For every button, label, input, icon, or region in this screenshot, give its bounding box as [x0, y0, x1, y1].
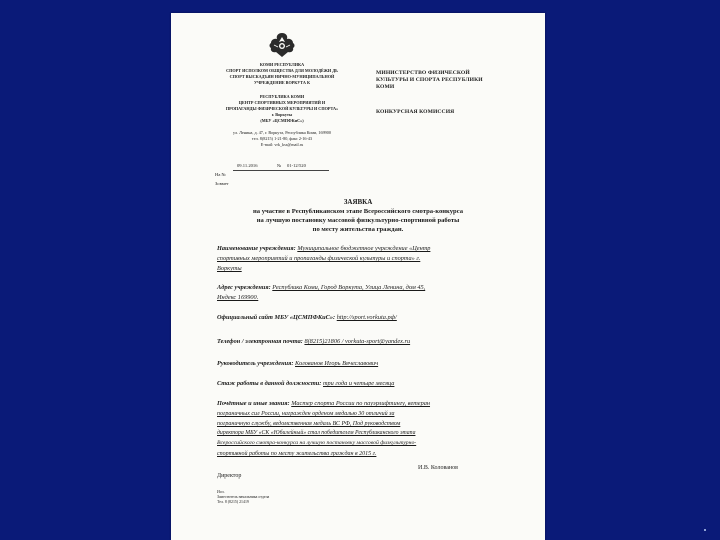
field-website [217, 315, 397, 321]
field-value-line: спортивной работы по месту жительства граждан в 2015 г. [217, 451, 377, 457]
date-underline [233, 170, 329, 171]
signature-role: Директор [217, 473, 242, 479]
recipient-line: МИНИСТЕРСТВО ФИЗИЧЕСКОЙ [376, 70, 470, 76]
field-value-line: пограничную службу, ведомственная медаль ВС РФ, Под руководством [217, 421, 401, 427]
field-institution [217, 246, 430, 252]
field-address [217, 285, 425, 291]
left-subheader-line: РЕСПУБЛИКА КОМИ [259, 94, 305, 99]
left-subheader-line: ПРОПАГАНДЫ ФИЗИЧЕСКОЙ КУЛЬТУРЫ И СПОРТА» [225, 106, 339, 111]
left-subheader-line: ЦЕНТР СПОРТИВНЫХ МЕРОПРИЯТИЙ И [238, 100, 326, 105]
recipient-line: КУЛЬТУРЫ И СПОРТА РЕСПУБЛИКИ [376, 77, 483, 83]
field-label: Почётные и иные звания: [217, 400, 290, 407]
field-value: три года и четыре месяца [322, 380, 395, 387]
left-header-line: СПОРТ ВЫСКАДЪЯН НИЧНО-МУНИЦИПАЛЬНОЙ [229, 74, 335, 79]
commission-name: КОНКУРСНАЯ КОМИССИЯ [376, 109, 455, 115]
field-label: Адрес учреждения: [217, 284, 271, 291]
left-subheader-line: (МБУ «ЦСМПФКиС») [260, 118, 304, 123]
coat-of-arms-emblem [267, 31, 297, 59]
field-contacts [217, 339, 410, 345]
document-date: 09.11.2016 [237, 163, 258, 168]
footer-line: Тел. 8 (8215) 21419 [217, 500, 249, 504]
field-value: Мастер спорта России по пауэрлифтингу, ветеран [291, 400, 431, 407]
field-value: Муниципальное бюджетное учреждение «Центр [297, 245, 431, 252]
field-label: Стаж работы в данной должности: [217, 380, 322, 387]
document-page [171, 13, 545, 540]
left-subheader-line: г. Воркуты [271, 112, 293, 117]
field-value-line: Воркуты [217, 265, 242, 272]
reference-label: На № [215, 172, 226, 177]
document-title: ЗАЯВКА [343, 198, 373, 206]
field-value-line: Индекс 169900. [217, 294, 259, 301]
field-value: Республика Коми, Город Воркута, Улица Ленина, дом 45, [272, 284, 426, 291]
field-value-line: спортивных мероприятий и пропаганды физической культуры и спорта» г. [217, 255, 421, 262]
field-value: Колованов Игорь Вячеславович [295, 360, 379, 367]
footer-line: Заместитель начальника отдела [217, 495, 270, 499]
field-label: Руководитель учреждения: [217, 360, 294, 367]
title-line: на лучшую постановку массовой физкультурно-спортивной работы [256, 217, 460, 224]
reference-from-label: Зовмет [215, 181, 229, 186]
field-label: Наименование учреждения: [217, 245, 296, 252]
field-label: Телефон / электронная почта: [217, 338, 303, 345]
footer-line: Исп. [217, 490, 225, 494]
recipient-line: КОМИ [376, 84, 395, 90]
field-value-line: Всероссийского смотра-конкурса на лучшую постановку массовой физкультурно- [217, 440, 417, 446]
field-titles [217, 401, 430, 407]
left-header-line: СПОРТ ИСПОЛКОМ ОБЩЕСТВА ДЛЯ МОЛОДЁЖИ ДЬ [226, 68, 338, 73]
field-label: Официальный сайт МБУ «ЦСМПФКиС»: [217, 314, 336, 321]
field-value: http://sport.vorkuta.рф/ [336, 314, 397, 321]
field-value-line: директора МБУ «СК «Юбилейный» стал победителем Республиканского этапа [217, 430, 416, 436]
signature-name: И.В. Колованов [418, 465, 458, 471]
title-line: по месту жительства граждан. [312, 226, 404, 233]
address-line: ул. Ленина, д. 47, г. Воркута, Республика Коми, 169900 [233, 130, 331, 135]
address-line: тел. 8(8215) 1-21-80, факс 2-16-43 [251, 136, 313, 141]
left-header-line: КОМИ РЕСПУБЛИКА [259, 62, 305, 67]
field-value: 8(8215)21806 / vorkuta-sport@yandex.ru [304, 338, 411, 345]
field-value-line: пограничных сил России, награжден орденом медалью 30 отличий за [217, 411, 395, 417]
address-line: E-mail: vrk_kss@mail.ru [260, 142, 304, 147]
title-line: на участие в Республиканском этапе Всероссийского смотра-конкурса [252, 208, 464, 215]
field-director [217, 361, 378, 367]
document-number-label: № [277, 163, 282, 168]
left-header-line: УЧРЕЖДЕНИЕ ВОРКУТА К [254, 80, 310, 85]
document-number: 01-12/520 [287, 163, 306, 168]
corner-mark [704, 529, 706, 531]
field-experience [217, 381, 394, 387]
